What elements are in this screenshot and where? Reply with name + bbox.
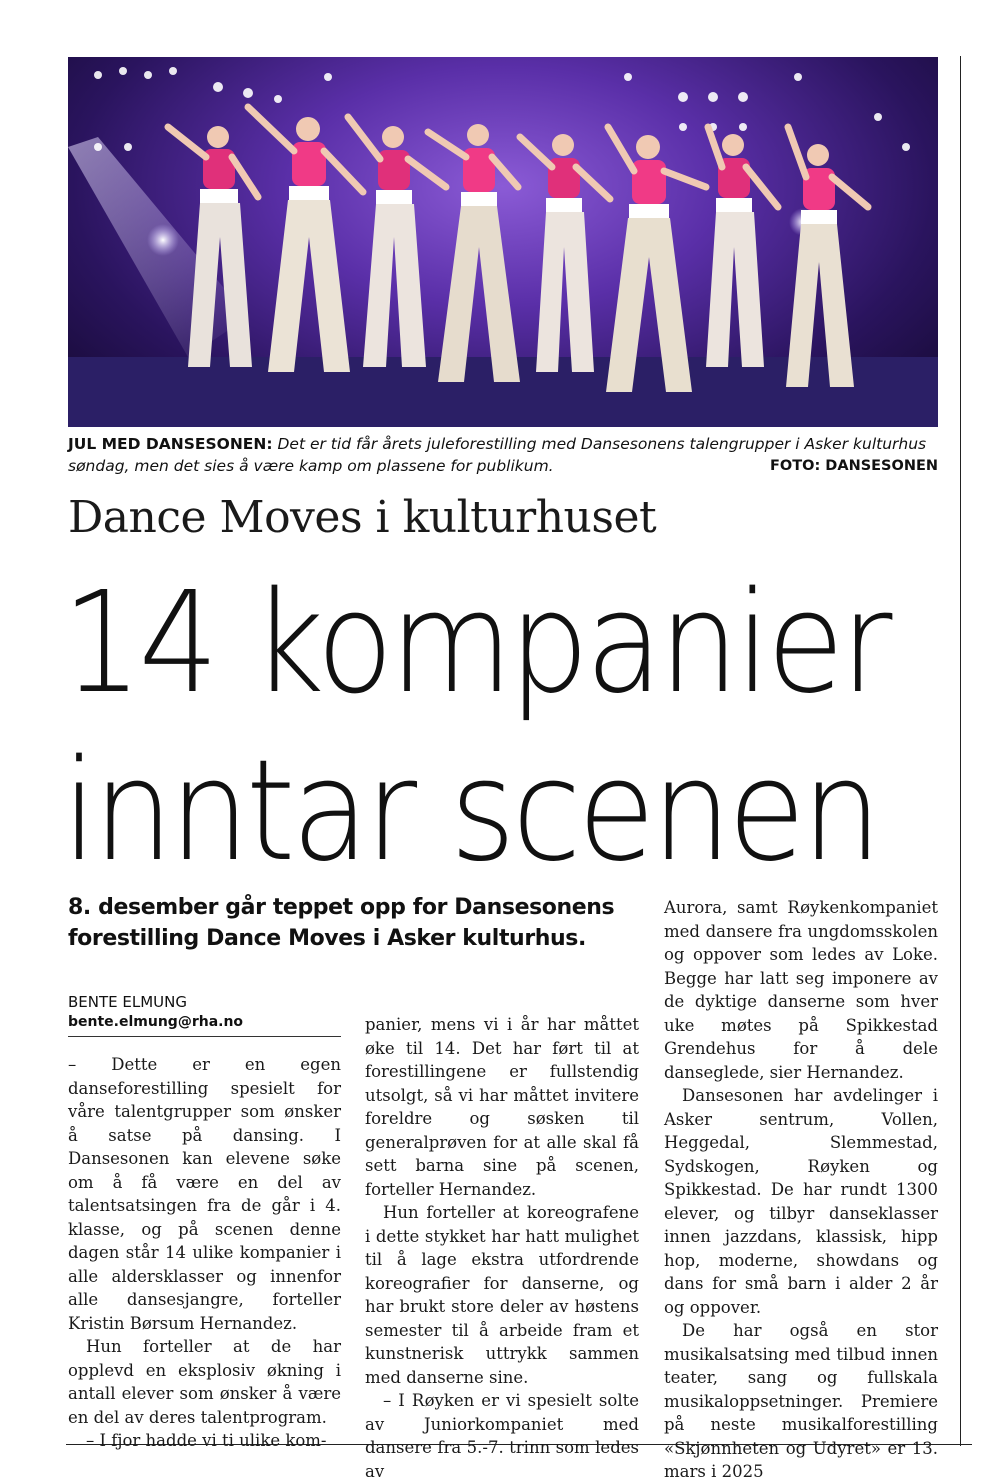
article-overline: Dance Moves i kulturhuset — [68, 492, 657, 543]
photo-credit: FOTO: DANSESONEN — [770, 458, 938, 474]
paragraph: – Dette er en egen danseforestilling spesielt for våre talentgrupper som ønsker å satse på dansing. I Dansesonen kan elevene søke om å få være en del av talentsatsingen fra de går i 4. klasse, og på scenen denne dagen står 14 ulike kompanier i alle aldersklasser og innenfor alle dansesjangre, forteller Kristin Børsum Hernandez. — [68, 1055, 341, 1333]
article-lead: 8. desember går teppet opp for Dansesonens forestilling Dance Moves i Asker kulturhus. — [68, 895, 615, 951]
paragraph: – I Røyken er vi spesielt solte av Juniorkompaniet med dansere fra 5.-7. trinn som ledes av — [365, 1391, 639, 1481]
photo-caption — [68, 433, 938, 477]
paragraph: – I fjor hadde vi ti ulike kom- — [86, 1431, 327, 1450]
dance-photo — [68, 57, 938, 427]
byline — [68, 992, 243, 1032]
body-column-2 — [365, 1013, 639, 1483]
paragraph: Dansesonen har avdelinger i Asker sentrum, Vollen, Heggedal, Slemmestad, Sydskogen, Røyken og Spikkestad. De har rundt 1300 elever, og tilbyr danseklasser innen jazzdans, klassisk, hipp hop, moderne, showdans og dans for små barn i alder 2 år og oppover. — [664, 1086, 938, 1317]
paragraph: Hun forteller at koreografene i dette stykket har hatt mulighet til å lage ekstra utfordrende koreografier for danserne, og har brukt store deler av høstens semester til å arbeide fram et kunstnerisk uttrykk sammen med danserne sine. — [365, 1203, 639, 1387]
byline-email[interactable]: bente.elmung@rha.no — [68, 1014, 244, 1030]
paragraph: Aurora, samt Røykenkompaniet med dansere fra ungdomsskolen og oppover som ledes av Loke. Begge har latt seg imponere av de dyktige danserne som hver uke møtes på Spikkestad Grendehus for å dele danseglede, sier Hernandez. — [664, 898, 938, 1082]
paragraph: panier, mens vi i år har måttet øke til 14. Det har ført til at forestillingene er fullstendig utsolgt, så vi har måttet invitere foreldre og søsken til generalprøven for at alle skal få sett barna sine på scenen, forteller Hernandez. — [365, 1015, 639, 1199]
dance-photo-illustration — [68, 57, 938, 427]
article-headline — [62, 560, 981, 896]
headline-line-1: 14 kompanier — [62, 562, 889, 725]
paragraph: Hun forteller at de har opplevd en eksplosiv økning i antall elever som ønsker å være en del av deres talentprogram. — [68, 1337, 341, 1427]
caption-text: Det er tid får årets juleforestilling med Dansesonens talengrupper i Asker kulturhus søndag, men det sies å være kamp om plassene for publikum. — [68, 435, 927, 475]
byline-rule — [68, 1036, 341, 1037]
body-column-1 — [68, 1053, 341, 1453]
caption-kicker: JUL MED DANSESONEN: — [68, 435, 273, 453]
byline-name: BENTE ELMUNG — [68, 993, 187, 1011]
headline-line-2: inntar scenen — [62, 730, 879, 893]
paragraph: De har også en stor musikalsatsing med tilbud innen teater, sang og fullskala musikaloppsetninger. Premiere på neste musikalforestilling «Skjønnheten og Udyret» er 13. mars i 2025 — [664, 1321, 938, 1481]
body-column-3 — [664, 896, 938, 1484]
